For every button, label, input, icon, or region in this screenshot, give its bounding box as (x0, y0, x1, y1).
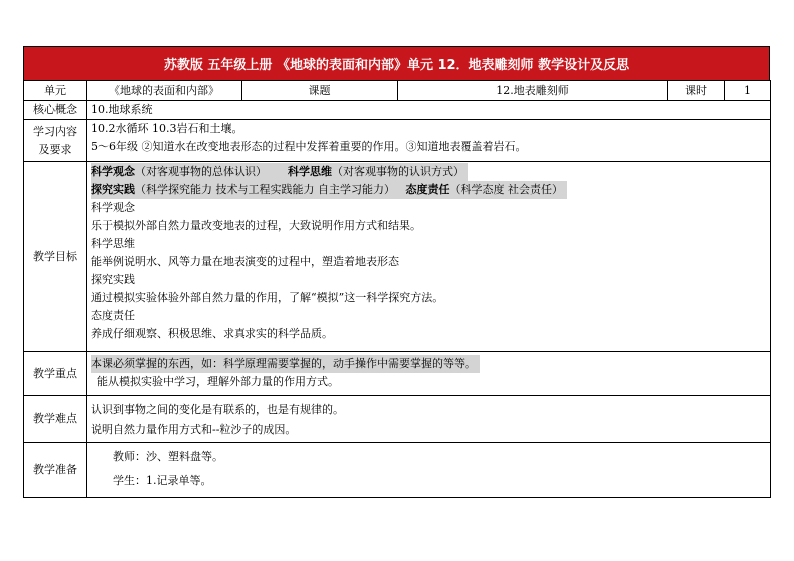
objectives-value (87, 162, 771, 352)
summary-key-attitude: 态度责任 (405, 183, 450, 196)
content-value (87, 120, 771, 162)
preparation-student: 学生：1.记录单等。 (113, 474, 212, 487)
objectives-row (24, 162, 771, 352)
content-row (24, 120, 771, 162)
objectives-label: 教学目标 (24, 162, 87, 352)
core-concept-value: 10.地球系统 (87, 101, 771, 120)
key-points-value (87, 352, 771, 396)
preparation-teacher: 教师：沙、塑料盘等。 (113, 450, 223, 463)
summary-key-practice: 探究实践 (91, 183, 135, 196)
content-label-line-2: 及要求 (38, 142, 72, 156)
objective-line: 科学思维 (91, 237, 135, 250)
lesson-label: 课题 (242, 81, 398, 101)
lesson-plan-sheet (23, 46, 770, 498)
preparation-row (24, 443, 771, 498)
summary-key-thinking: 科学思维 (287, 165, 332, 178)
unit-label: 单元 (24, 81, 87, 101)
objective-line: 养成仔细观察、积极思维、求真求实的科学品质。 (91, 327, 333, 340)
difficulties-row (24, 396, 771, 443)
objective-line: 乐于模拟外部自然力量改变地表的过程，大致说明作用方式和结果。 (91, 219, 421, 232)
difficulties-value (87, 396, 771, 443)
content-label (24, 120, 87, 162)
objective-line: 科学观念 (91, 201, 135, 214)
unit-value: 《地球的表面和内部》 (87, 81, 242, 101)
summary-key-concept: 科学观念 (91, 165, 135, 178)
core-concept-label: 核心概念 (24, 101, 87, 120)
key-points-row (24, 352, 771, 396)
key-points-label: 教学重点 (24, 352, 87, 396)
difficulties-label: 教学难点 (24, 396, 87, 443)
lesson-value: 12.地表雕刻师 (398, 81, 668, 101)
difficulties-line-2: 说明自然力量作用方式和--粒沙子的成因。 (91, 423, 297, 436)
summary-desc-attitude: （科学态度 社会责任） (449, 183, 563, 196)
preparation-label: 教学准备 (24, 443, 87, 498)
objectives-summary-1 (91, 163, 766, 181)
header-row (24, 81, 771, 101)
objective-line: 通过模拟实验体验外部自然力量的作用，了解“模拟”这一科学探究方法。 (91, 291, 444, 304)
objective-line: 能举例说明水、风等力量在地表演变的过程中，塑造着地表形态 (91, 255, 399, 268)
content-line-2: 5～6年级 ②知道水在改变地表形态的过程中发挥着重要的作用。③知道地表覆盖着岩石。 (91, 140, 527, 153)
objective-line: 探究实践 (91, 273, 135, 286)
summary-desc-concept: （对客观事物的总体认识） (135, 165, 267, 178)
objective-line: 态度责任 (91, 309, 135, 322)
difficulties-line-1: 认识到事物之间的变化是有联系的，也是有规律的。 (91, 403, 344, 416)
document-title: 苏教版 五年级上册 《地球的表面和内部》单元 12．地表雕刻师 教学设计及反思 (163, 58, 630, 73)
content-line-1: 10.2水循环 10.3岩石和土壤。 (91, 122, 243, 135)
key-points-text: 能从模拟实验中学习，理解外部力量的作用方式。 (97, 375, 339, 388)
hours-value: 1 (725, 81, 771, 101)
content-label-line-1: 学习内容 (33, 124, 77, 138)
objectives-summary-2 (91, 181, 766, 199)
key-points-note: 本课必须掌握的东西，如：科学原理需要掌握的，动手操作中需要掌握的等等。 (91, 355, 480, 373)
key-points-note-line (91, 355, 766, 373)
preparation-value (87, 443, 771, 498)
core-concept-row (24, 101, 771, 120)
summary-desc-thinking: （对客观事物的认识方式） (331, 165, 464, 178)
lesson-plan-table (23, 80, 771, 498)
summary-desc-practice: （科学探究能力 技术与工程实践能力 自主学习能力） (135, 183, 395, 196)
title-banner (23, 46, 770, 80)
hours-label: 课时 (668, 81, 725, 101)
